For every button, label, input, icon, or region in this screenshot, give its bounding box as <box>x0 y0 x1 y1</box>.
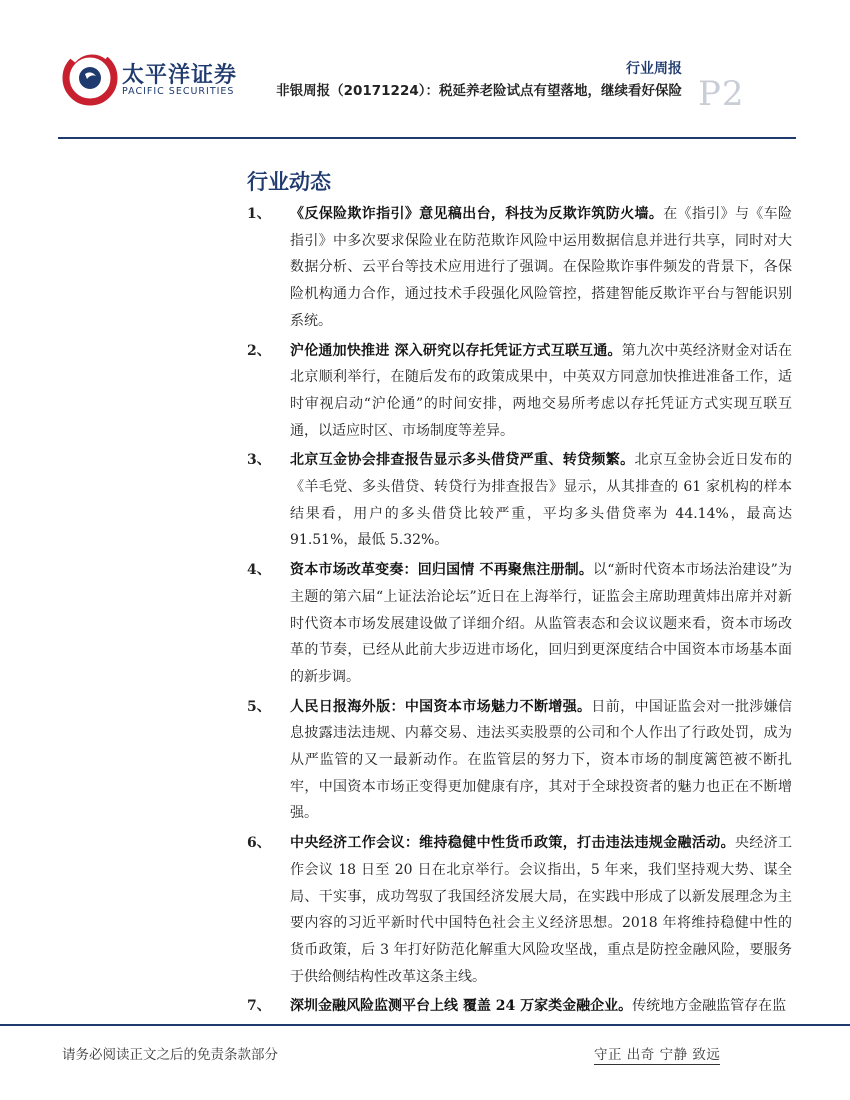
brand-name-cn: 太平洋证券 <box>122 63 238 88</box>
item-body: 传统地方金融监管存在监 <box>632 998 787 1015</box>
footer-divider <box>0 1024 850 1026</box>
news-item-5 <box>247 694 792 828</box>
item-body: 第九次中英经济财金对话在北京顺利举行，在随后发布的政策成果中，中英双方同意加快推进准备工作，适时审视启动“沪伦通”的时间安排，两地交易所考虑以存托凭证方式实现互联互通，以适应时区、市场制度等差异。 <box>290 342 793 439</box>
page-header <box>0 0 850 140</box>
news-list <box>247 201 792 1023</box>
news-item-6 <box>247 830 792 990</box>
footer-motto: 守正 出奇 宁静 致远 <box>594 1043 720 1065</box>
item-number: 3、 <box>247 452 271 469</box>
news-item-2 <box>247 338 792 445</box>
item-headline: 资本市场改革变奏：回归国情 不再聚焦注册制。 <box>290 562 594 579</box>
news-item-7 <box>247 993 792 1020</box>
item-number: 5、 <box>247 698 271 715</box>
item-number: 2、 <box>247 342 271 359</box>
news-item-4 <box>247 557 792 691</box>
pacific-securities-logo-icon <box>58 46 118 106</box>
item-body: 在《指引》与《车险指引》中多次要求保险业在防范欺诈风险中运用数据信息并进行共享，同时对大数据分析、云平台等技术应用进行了强调。在保险欺诈事件频发的背景下，各保险机构通力合作，通过技术手段强化风险管控，搭建智能反欺诈平台与智能识别系统。 <box>290 206 793 329</box>
item-headline: 中央经济工作会议：维持稳健中性货币政策，打击违法违规金融活动。 <box>290 835 735 852</box>
news-item-1 <box>247 201 792 335</box>
news-item-3 <box>247 447 792 554</box>
item-number: 4、 <box>247 562 271 579</box>
item-body: 北京互金协会近日发布的《羊毛党、多头借贷、转贷行为排查报告》显示，从其排查的 61 家机构的样本结果看，用户的多头借贷比较严重，平均多头借贷率为 44.14%，最高达 91.51%，最低 5.32%。 <box>290 452 793 549</box>
item-body: 央经济工作会议 18 日至 20 日在北京举行。会议指出，5 年来，我们坚持观大势、谋全局、干实事，成功驾驭了我国经济发展大局，在实践中形成了以新发展理念为主要内容的习近平新时代中国特色社会主义经济思想。2018 年将维持稳健中性的货币政策，后 3 年打好防范化解重大风险攻坚战，重点是防控金融风险，要服务于供给侧结构性改革这条主线。 <box>290 835 793 985</box>
item-headline: 北京互金协会排查报告显示多头借贷严重、转贷频繁。 <box>290 452 635 469</box>
footer-disclaimer: 请务必阅读正文之后的免责条款部分 <box>62 1047 278 1063</box>
brand-name-en: PACIFIC SECURITIES <box>122 86 235 97</box>
item-headline: 《反保险欺诈指引》意见稿出台，科技为反欺诈筑防火墙。 <box>290 206 664 222</box>
item-number: 1、 <box>247 206 271 222</box>
page-number: P2 <box>698 74 745 114</box>
header-divider <box>58 137 796 139</box>
item-number: 7、 <box>247 998 271 1015</box>
item-body: 以“新时代资本市场法治建设”为主题的第六届“上证法治论坛”近日在上海举行，证监会主席助理黄炜出席并对新时代资本市场发展建设做了详细介绍。从监管表态和会议议题来看，资本市场改革的节奏，已经从此前大步迈进市场化，回归到更深度结合中国资本市场基本面的新步调。 <box>290 562 792 685</box>
report-type: 行业周报 <box>626 61 682 77</box>
item-headline: 沪伦通加快推进 深入研究以存托凭证方式互联互通。 <box>290 342 622 359</box>
item-headline: 深圳金融风险监测平台上线 覆盖 24 万家类金融企业。 <box>290 998 633 1015</box>
item-number: 6、 <box>247 835 271 852</box>
report-title: 非银周报（20171224）：税延养老险试点有望落地，继续看好保险 <box>276 83 682 99</box>
section-title: 行业动态 <box>247 170 331 194</box>
item-body: 日前，中国证监会对一批涉嫌信息披露违法违规、内幕交易、违法买卖股票的公司和个人作出了行政处罚，成为从严监管的又一最新动作。在监管层的努力下，资本市场的制度篱笆被不断扎牢，中国资本市场正变得更加健康有序，其对于全球投资者的魅力也正在不断增强。 <box>290 698 793 822</box>
item-headline: 人民日报海外版：中国资本市场魅力不断增强。 <box>290 698 592 715</box>
